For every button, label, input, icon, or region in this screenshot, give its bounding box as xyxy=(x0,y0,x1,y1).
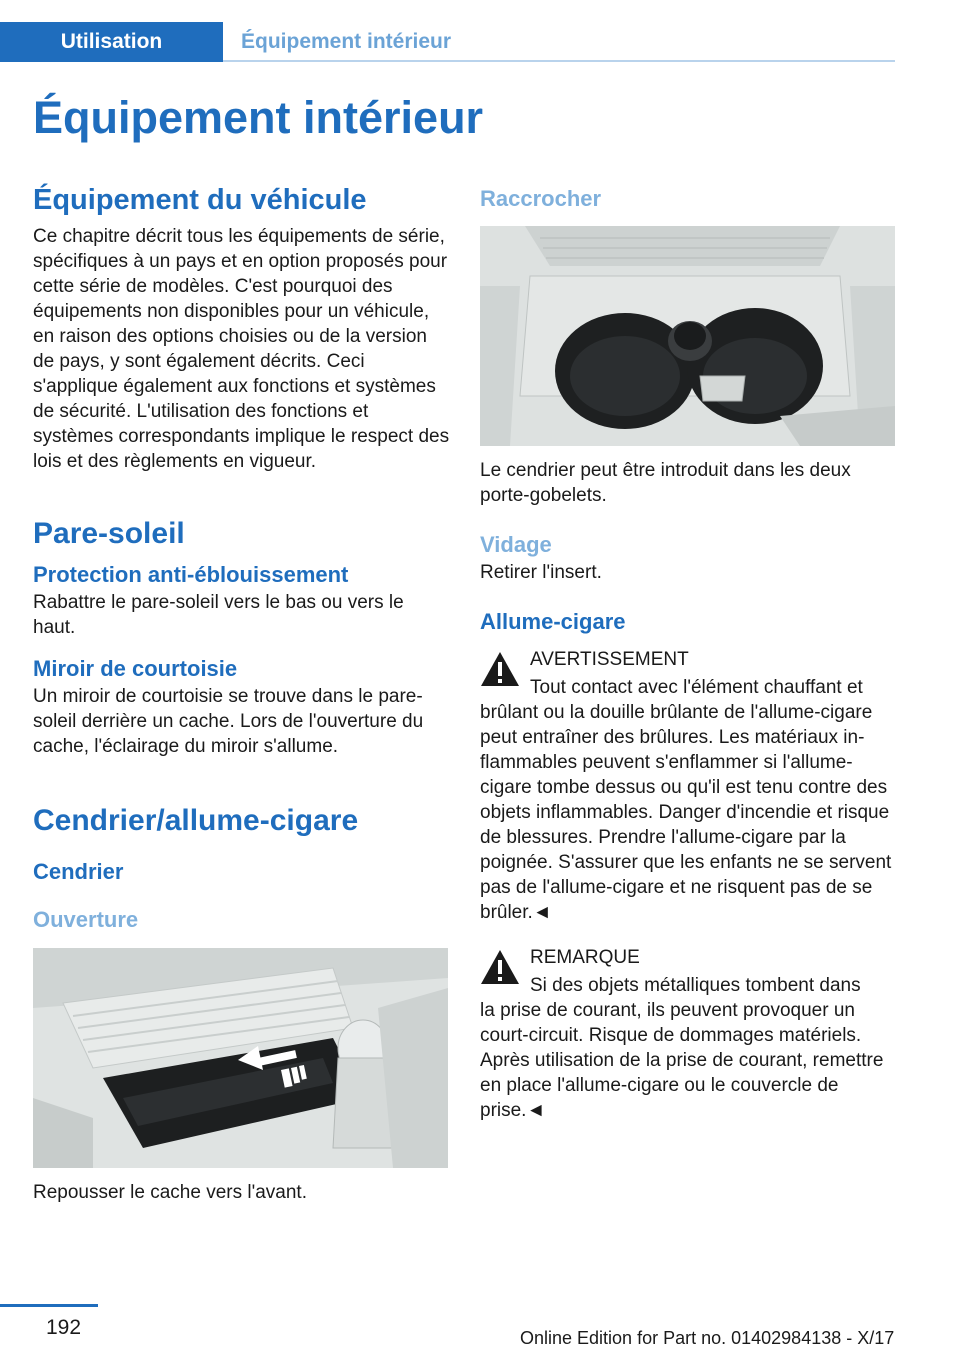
ashtray-heading: Cendrier xyxy=(33,859,124,884)
vehicle-equipment-text: Ce chapitre décrit tous les équipements de série, spécifiques à un pays et en option proposés pour cette série de modèles. C'est pourquoi des équipements non disponibles pour un véhicule, en raison des options choisies ou de la version de pays, y sont également décrits. Ceci s'applique également aux fonctions et systèmes de sécurité. L'utilisation des fonctions et systèmes correspondants implique le respect des lois et des règlements en vigueur. xyxy=(33,226,450,472)
ashtray-opening-image xyxy=(33,948,448,1168)
header-rule xyxy=(223,60,895,62)
notice-block xyxy=(480,945,898,1123)
page-title: Équipement intérieur xyxy=(33,92,484,143)
attach-caption: Le cendrier peut être introduit dans les deux porte-gobelets. xyxy=(480,460,851,506)
sun-visor-heading: Pare-soleil xyxy=(33,517,185,550)
edition-note: Online Edition for Part no. 01402984138 - X/17 xyxy=(520,1328,895,1348)
warning-title: AVERTISSEMENT xyxy=(530,649,689,670)
courtesy-mirror-text: Un miroir de courtoisie se trouve dans le pare-soleil derrière un cache. Lors de l'ouverture du cache, l'éclairage du miroir s'allume. xyxy=(33,686,424,757)
notice-text: la prise de courant, ils peuvent provoquer un court-circuit. Risque de dommages matériels. Après utilisation de la prise de courant, remettre en place l'allume-cigare ou le couvercle de prise.◄ xyxy=(480,1000,884,1121)
footer-rule xyxy=(0,1304,98,1307)
opening-heading: Ouverture xyxy=(33,907,139,932)
vehicle-equipment-heading: Équipement du véhicule xyxy=(33,184,367,216)
glare-protection-heading: Protection anti-éblouissement xyxy=(33,562,349,587)
empty-heading: Vidage xyxy=(480,532,552,557)
notice-title: REMARQUE xyxy=(530,947,640,968)
empty-text: Retirer l'insert. xyxy=(480,562,602,583)
chapter-tab: Équipement intérieur xyxy=(241,30,452,53)
attach-heading: Raccrocher xyxy=(480,186,602,211)
ashtray-lighter-heading: Cendrier/allume-cigare xyxy=(33,804,359,837)
section-tab: Utilisation xyxy=(0,22,223,62)
page-header xyxy=(0,22,895,62)
cigarette-lighter-heading: Allume-cigare xyxy=(480,609,626,634)
ashtray-attach-image xyxy=(480,226,895,446)
warning-triangle-icon xyxy=(480,949,520,985)
courtesy-mirror-heading: Miroir de courtoisie xyxy=(33,656,238,681)
warning-text: brûlant ou la douille brûlante de l'allume-cigare peut entraîner des brûlures. Les matériaux inflammables peuvent s'enflammer si l'allume-cigare tombe dessus ou qu'il est tenu contre des objets inflammables. Danger d'incendie et risque de blessures. Prendre l'allume-cigare par la poignée. S'assurer que les enfants ne se servent pas de l'allume-cigare et ne risquent pas de se brûler.◄ xyxy=(480,702,892,923)
warning-block xyxy=(480,647,898,925)
left-column xyxy=(33,180,451,1205)
right-column xyxy=(480,180,898,1123)
warning-triangle-icon xyxy=(480,651,520,687)
notice-text-first-line: Si des objets métalliques tombent dans xyxy=(530,975,861,996)
page-number: 192 xyxy=(46,1316,82,1339)
warning-text-first-line: Tout contact avec l'élément chauffant et xyxy=(530,677,863,698)
opening-caption: Repousser le cache vers l'avant. xyxy=(33,1182,307,1203)
glare-protection-text: Rabattre le pare-soleil vers le bas ou vers le haut. xyxy=(33,592,404,638)
